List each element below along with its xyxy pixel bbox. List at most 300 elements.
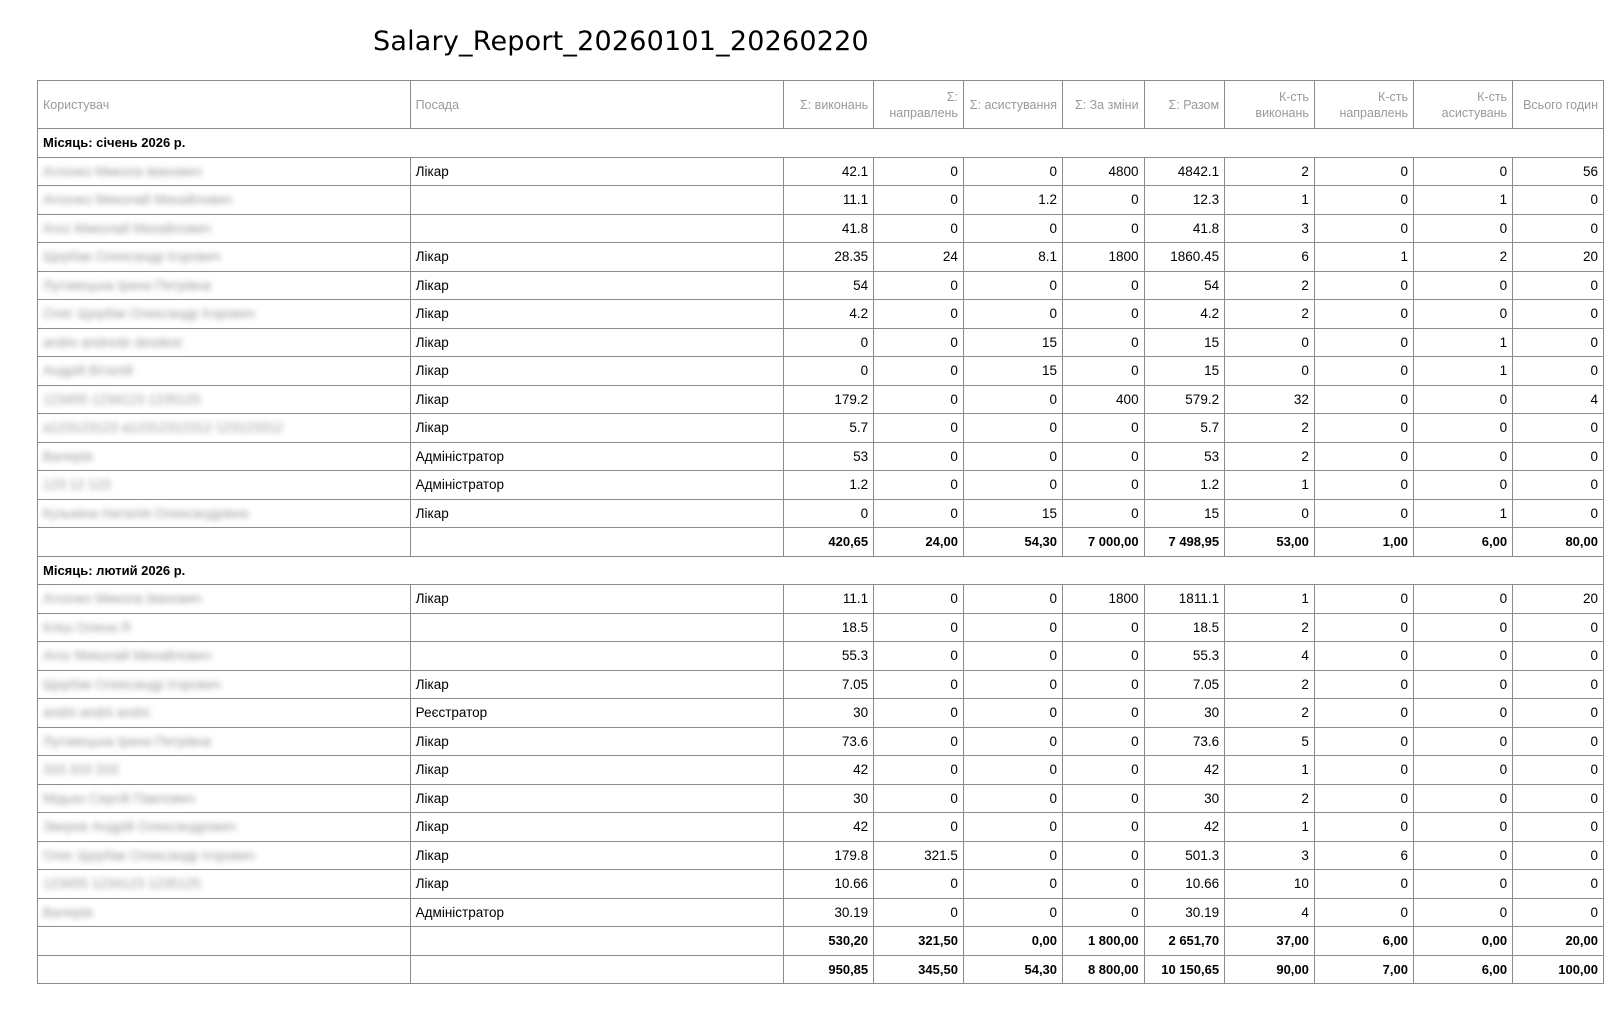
value-cell: 2 — [1225, 613, 1315, 642]
value-cell: 0 — [874, 699, 964, 728]
value-cell: 0 — [1063, 186, 1145, 215]
value-cell: 1 — [1225, 585, 1315, 614]
value-cell: 0 — [874, 214, 964, 243]
grand-total-cell: 6,00 — [1413, 955, 1512, 984]
position-cell — [410, 186, 784, 215]
value-cell: 54 — [1144, 271, 1225, 300]
value-cell: 0 — [1314, 585, 1413, 614]
value-cell: 0 — [1413, 471, 1512, 500]
value-cell: 0 — [963, 642, 1062, 671]
value-cell: 0 — [1314, 727, 1413, 756]
position-cell: Адміністратор — [410, 898, 784, 927]
value-cell: 0 — [1063, 328, 1145, 357]
table-row — [38, 841, 1604, 870]
value-cell: 0 — [963, 157, 1062, 186]
value-cell: 0 — [1413, 642, 1512, 671]
value-cell: 0 — [1513, 300, 1604, 329]
total-cell: 1 800,00 — [1063, 927, 1145, 956]
value-cell: 0 — [1225, 328, 1315, 357]
user-cell — [38, 271, 411, 300]
total-cell: 321,50 — [874, 927, 964, 956]
position-cell: Лікар — [410, 357, 784, 386]
position-cell: Лікар — [410, 756, 784, 785]
col-count-assisting-header: К-сть асистувань — [1413, 81, 1512, 129]
grand-total-cell: 10 150,65 — [1144, 955, 1225, 984]
table-row — [38, 870, 1604, 899]
value-cell: 1 — [1413, 357, 1512, 386]
value-cell: 0 — [1513, 271, 1604, 300]
value-cell: 0 — [963, 471, 1062, 500]
value-cell: 2 — [1225, 300, 1315, 329]
value-cell: 2 — [1225, 157, 1315, 186]
user-cell — [38, 243, 411, 272]
total-cell: 37,00 — [1225, 927, 1315, 956]
total-cell: 2 651,70 — [1144, 927, 1225, 956]
total-cell: 0,00 — [1413, 927, 1512, 956]
value-cell: 0 — [1314, 186, 1413, 215]
value-cell: 55.3 — [1144, 642, 1225, 671]
value-cell: 1 — [1413, 328, 1512, 357]
user-name-blurred: Кузьміна Наталія Олександрівна — [43, 505, 249, 521]
value-cell: 0 — [1413, 613, 1512, 642]
value-cell: 4800 — [1063, 157, 1145, 186]
month-label: Місяць: січень 2026 р. — [38, 129, 1604, 158]
value-cell: 0 — [1063, 898, 1145, 927]
value-cell: 4 — [1513, 385, 1604, 414]
user-cell — [38, 727, 411, 756]
total-cell: 20,00 — [1513, 927, 1604, 956]
value-cell: 0 — [963, 300, 1062, 329]
user-name-blurred: 123455 1234123 1235125 — [43, 876, 201, 892]
value-cell: 0 — [784, 499, 874, 528]
value-cell: 0 — [874, 186, 964, 215]
value-cell: 0 — [1413, 300, 1512, 329]
value-cell: 15 — [963, 499, 1062, 528]
value-cell: 1860.45 — [1144, 243, 1225, 272]
value-cell: 8.1 — [963, 243, 1062, 272]
value-cell: 0 — [1513, 442, 1604, 471]
user-name-blurred: а123123123 а12312312312 123123312 — [43, 420, 284, 436]
value-cell: 0 — [1413, 870, 1512, 899]
value-cell: 0 — [1314, 642, 1413, 671]
value-cell: 0 — [963, 813, 1062, 842]
table-row — [38, 414, 1604, 443]
value-cell: 53 — [1144, 442, 1225, 471]
value-cell: 0 — [963, 898, 1062, 927]
month-row — [38, 556, 1604, 585]
value-cell: 2 — [1225, 442, 1315, 471]
table-row — [38, 727, 1604, 756]
value-cell: 20 — [1513, 243, 1604, 272]
total-cell: 7 498,95 — [1144, 528, 1225, 557]
value-cell: 179.8 — [784, 841, 874, 870]
user-cell — [38, 642, 411, 671]
user-name-blurred: Зверев Андрій Олександрович — [43, 819, 236, 835]
value-cell: 0 — [1513, 328, 1604, 357]
value-cell: 0 — [874, 898, 964, 927]
value-cell: 0 — [1413, 756, 1512, 785]
value-cell: 0 — [1063, 813, 1145, 842]
value-cell: 0 — [874, 471, 964, 500]
value-cell: 15 — [1144, 328, 1225, 357]
value-cell: 0 — [963, 442, 1062, 471]
empty-cell — [38, 955, 411, 984]
value-cell: 1.2 — [784, 471, 874, 500]
user-name-blurred: Агєєнко Микола Іванович — [43, 591, 202, 607]
value-cell: 0 — [1513, 784, 1604, 813]
value-cell: 0 — [1314, 898, 1413, 927]
value-cell: 10.66 — [1144, 870, 1225, 899]
col-sum-performed-header: Σ: виконань — [784, 81, 874, 129]
value-cell: 0 — [1513, 898, 1604, 927]
value-cell: 0 — [1225, 499, 1315, 528]
value-cell: 30.19 — [1144, 898, 1225, 927]
month-label: Місяць: лютий 2026 р. — [38, 556, 1604, 585]
value-cell: 0 — [963, 784, 1062, 813]
value-cell: 1 — [1225, 813, 1315, 842]
value-cell: 0 — [1314, 157, 1413, 186]
value-cell: 5.7 — [784, 414, 874, 443]
col-position-header: Посада — [410, 81, 784, 129]
value-cell: 0 — [1063, 214, 1145, 243]
table-row — [38, 585, 1604, 614]
user-name-blurred: Агєє Миколай Михайлович — [43, 648, 211, 664]
value-cell: 18.5 — [784, 613, 874, 642]
value-cell: 0 — [1314, 870, 1413, 899]
value-cell: 0 — [1413, 699, 1512, 728]
value-cell: 0 — [1314, 699, 1413, 728]
table-row — [38, 756, 1604, 785]
value-cell: 0 — [874, 585, 964, 614]
value-cell: 0 — [1413, 385, 1512, 414]
value-cell: 1 — [1225, 471, 1315, 500]
value-cell: 0 — [874, 385, 964, 414]
col-sum-total-header: Σ: Разом — [1144, 81, 1225, 129]
value-cell: 15 — [1144, 357, 1225, 386]
value-cell: 1.2 — [1144, 471, 1225, 500]
user-cell — [38, 442, 411, 471]
grand-total-cell: 100,00 — [1513, 955, 1604, 984]
user-name-blurred: Агєєнко Микола Іванович — [43, 163, 202, 179]
value-cell: 1 — [1314, 243, 1413, 272]
value-cell: 321.5 — [874, 841, 964, 870]
value-cell: 15 — [963, 357, 1062, 386]
table-row — [38, 613, 1604, 642]
table-row — [38, 214, 1604, 243]
value-cell: 0 — [1063, 841, 1145, 870]
position-cell: Лікар — [410, 271, 784, 300]
value-cell: 0 — [963, 414, 1062, 443]
user-cell — [38, 756, 411, 785]
user-cell — [38, 813, 411, 842]
value-cell: 0 — [1513, 214, 1604, 243]
value-cell: 42 — [1144, 813, 1225, 842]
value-cell: 15 — [1144, 499, 1225, 528]
value-cell: 0 — [1314, 813, 1413, 842]
value-cell: 0 — [1513, 186, 1604, 215]
value-cell: 501.3 — [1144, 841, 1225, 870]
value-cell: 0 — [874, 328, 964, 357]
table-row — [38, 442, 1604, 471]
user-cell — [38, 870, 411, 899]
table-row — [38, 699, 1604, 728]
value-cell: 0 — [1513, 642, 1604, 671]
month-total-row — [38, 528, 1604, 557]
col-total-hours-header: Всього годин — [1513, 81, 1604, 129]
value-cell: 6 — [1314, 841, 1413, 870]
value-cell: 0 — [1513, 699, 1604, 728]
header-row — [38, 81, 1604, 129]
value-cell: 0 — [1063, 699, 1145, 728]
value-cell: 0 — [1513, 870, 1604, 899]
grand-total-cell: 345,50 — [874, 955, 964, 984]
value-cell: 0 — [1063, 727, 1145, 756]
value-cell: 11.1 — [784, 186, 874, 215]
value-cell: 0 — [784, 328, 874, 357]
value-cell: 10.66 — [784, 870, 874, 899]
value-cell: 6 — [1225, 243, 1315, 272]
table-row — [38, 157, 1604, 186]
position-cell: Реєстратор — [410, 699, 784, 728]
position-cell: Лікар — [410, 870, 784, 899]
value-cell: 1 — [1413, 186, 1512, 215]
grand-total-cell: 90,00 — [1225, 955, 1315, 984]
table-row — [38, 300, 1604, 329]
position-cell: Лікар — [410, 727, 784, 756]
value-cell: 2 — [1225, 271, 1315, 300]
total-cell: 530,20 — [784, 927, 874, 956]
user-cell — [38, 357, 411, 386]
value-cell: 15 — [963, 328, 1062, 357]
user-name-blurred: Олег Щербак Олександр Ігорович — [43, 847, 255, 863]
value-cell: 0 — [1413, 157, 1512, 186]
value-cell: 0 — [1314, 328, 1413, 357]
col-sum-referrals-header: Σ: направлень — [874, 81, 964, 129]
table-row — [38, 813, 1604, 842]
user-cell — [38, 300, 411, 329]
table-row — [38, 357, 1604, 386]
total-cell: 53,00 — [1225, 528, 1315, 557]
value-cell: 0 — [1314, 271, 1413, 300]
value-cell: 30 — [784, 784, 874, 813]
value-cell: 0 — [1314, 613, 1413, 642]
user-name-blurred: Андрій Віталій — [43, 363, 134, 379]
value-cell: 0 — [1314, 442, 1413, 471]
value-cell: 0 — [1063, 499, 1145, 528]
col-sum-assisting-header: Σ: асистування — [963, 81, 1062, 129]
user-name-blurred: Олег Щербак Олександр Ігорович — [43, 306, 255, 322]
value-cell: 0 — [1513, 357, 1604, 386]
value-cell: 1811.1 — [1144, 585, 1225, 614]
value-cell: 4 — [1225, 642, 1315, 671]
value-cell: 0 — [1413, 214, 1512, 243]
user-cell — [38, 499, 411, 528]
value-cell: 0 — [963, 670, 1062, 699]
user-name-blurred: Валерія — [43, 904, 93, 920]
user-cell — [38, 214, 411, 243]
user-cell — [38, 157, 411, 186]
value-cell: 7.05 — [784, 670, 874, 699]
user-cell — [38, 699, 411, 728]
value-cell: 0 — [874, 670, 964, 699]
col-user-header: Користувач — [38, 81, 411, 129]
value-cell: 0 — [1413, 898, 1512, 927]
empty-cell — [410, 955, 784, 984]
value-cell: 0 — [874, 442, 964, 471]
value-cell: 53 — [784, 442, 874, 471]
value-cell: 4.2 — [784, 300, 874, 329]
value-cell: 5.7 — [1144, 414, 1225, 443]
col-count-performed-header: К-сть виконань — [1225, 81, 1315, 129]
value-cell: 0 — [874, 756, 964, 785]
value-cell: 1.2 — [963, 186, 1062, 215]
value-cell: 0 — [784, 357, 874, 386]
value-cell: 0 — [1314, 756, 1413, 785]
value-cell: 0 — [1413, 414, 1512, 443]
value-cell: 2 — [1413, 243, 1512, 272]
value-cell: 5 — [1225, 727, 1315, 756]
value-cell: 0 — [1513, 727, 1604, 756]
value-cell: 0 — [963, 756, 1062, 785]
user-name-blurred: Щербак Олександр Ігорович — [43, 249, 221, 265]
table-row — [38, 328, 1604, 357]
value-cell: 179.2 — [784, 385, 874, 414]
user-cell — [38, 841, 411, 870]
value-cell: 0 — [1314, 414, 1413, 443]
value-cell: 0 — [963, 385, 1062, 414]
table-header — [38, 81, 1604, 129]
value-cell: 400 — [1063, 385, 1145, 414]
value-cell: 4 — [1225, 898, 1315, 927]
col-count-referrals-header: К-сть направлень — [1314, 81, 1413, 129]
value-cell: 579.2 — [1144, 385, 1225, 414]
value-cell: 2 — [1225, 670, 1315, 699]
position-cell: Лікар — [410, 300, 784, 329]
value-cell: 0 — [1513, 841, 1604, 870]
position-cell: Лікар — [410, 414, 784, 443]
value-cell: 0 — [874, 414, 964, 443]
user-cell — [38, 385, 411, 414]
user-name-blurred: Щербак Олександр Ігорович — [43, 676, 221, 692]
value-cell: 0 — [1225, 357, 1315, 386]
user-name-blurred: andrii andrii andrii — [43, 705, 150, 721]
value-cell: 56 — [1513, 157, 1604, 186]
position-cell: Лікар — [410, 585, 784, 614]
value-cell: 0 — [874, 157, 964, 186]
user-name-blurred: Агєєнко Миколай Михайлович — [43, 192, 232, 208]
position-cell: Адміністратор — [410, 471, 784, 500]
value-cell: 1800 — [1063, 243, 1145, 272]
value-cell: 18.5 — [1144, 613, 1225, 642]
salary-report-table — [37, 80, 1604, 984]
value-cell: 11.1 — [784, 585, 874, 614]
value-cell: 0 — [874, 357, 964, 386]
value-cell: 0 — [1063, 756, 1145, 785]
value-cell: 30 — [784, 699, 874, 728]
user-cell — [38, 670, 411, 699]
value-cell: 41.8 — [1144, 214, 1225, 243]
value-cell: 0 — [1314, 499, 1413, 528]
value-cell: 73.6 — [784, 727, 874, 756]
value-cell: 0 — [1063, 471, 1145, 500]
table-row — [38, 471, 1604, 500]
empty-cell — [38, 528, 411, 557]
value-cell: 7.05 — [1144, 670, 1225, 699]
value-cell: 0 — [1513, 813, 1604, 842]
user-name-blurred: Луговецька Ірина Петрівна — [43, 733, 211, 749]
value-cell: 4842.1 — [1144, 157, 1225, 186]
table-row — [38, 271, 1604, 300]
value-cell: 0 — [1513, 499, 1604, 528]
value-cell: 0 — [1063, 642, 1145, 671]
month-row — [38, 129, 1604, 158]
value-cell: 10 — [1225, 870, 1315, 899]
value-cell: 0 — [963, 727, 1062, 756]
value-cell: 12.3 — [1144, 186, 1225, 215]
grand-total-cell: 7,00 — [1314, 955, 1413, 984]
position-cell: Лікар — [410, 243, 784, 272]
user-cell — [38, 784, 411, 813]
value-cell: 28.35 — [784, 243, 874, 272]
table-row — [38, 499, 1604, 528]
empty-cell — [38, 927, 411, 956]
value-cell: 0 — [1314, 300, 1413, 329]
total-cell: 6,00 — [1413, 528, 1512, 557]
position-cell: Лікар — [410, 385, 784, 414]
table-row — [38, 898, 1604, 927]
value-cell: 0 — [963, 271, 1062, 300]
position-cell: Лікар — [410, 157, 784, 186]
position-cell: Лікар — [410, 784, 784, 813]
value-cell: 0 — [1413, 585, 1512, 614]
value-cell: 20 — [1513, 585, 1604, 614]
value-cell: 1800 — [1063, 585, 1145, 614]
value-cell: 32 — [1225, 385, 1315, 414]
value-cell: 0 — [1063, 670, 1145, 699]
grand-total-cell: 54,30 — [963, 955, 1062, 984]
total-cell: 6,00 — [1314, 927, 1413, 956]
value-cell: 55.3 — [784, 642, 874, 671]
value-cell: 0 — [874, 813, 964, 842]
value-cell: 1 — [1225, 756, 1315, 785]
value-cell: 0 — [1314, 670, 1413, 699]
value-cell: 0 — [1063, 357, 1145, 386]
value-cell: 54 — [784, 271, 874, 300]
user-name-blurred: Агєє Миколай Михайлович — [43, 220, 211, 236]
user-cell — [38, 613, 411, 642]
total-cell: 420,65 — [784, 528, 874, 557]
value-cell: 0 — [874, 870, 964, 899]
table-row — [38, 385, 1604, 414]
value-cell: 0 — [1314, 471, 1413, 500]
position-cell — [410, 642, 784, 671]
value-cell: 0 — [1413, 841, 1512, 870]
value-cell: 0 — [1513, 670, 1604, 699]
value-cell: 2 — [1225, 414, 1315, 443]
position-cell: Лікар — [410, 328, 784, 357]
value-cell: 42 — [784, 756, 874, 785]
month-total-row — [38, 927, 1604, 956]
value-cell: 0 — [963, 841, 1062, 870]
value-cell: 0 — [1413, 784, 1512, 813]
user-cell — [38, 898, 411, 927]
table-row — [38, 186, 1604, 215]
position-cell: Адміністратор — [410, 442, 784, 471]
value-cell: 0 — [1063, 613, 1145, 642]
grand-total-cell: 950,85 — [784, 955, 874, 984]
report-title: Salary_Report_20260101_20260220 — [373, 26, 869, 57]
value-cell: 0 — [1063, 442, 1145, 471]
